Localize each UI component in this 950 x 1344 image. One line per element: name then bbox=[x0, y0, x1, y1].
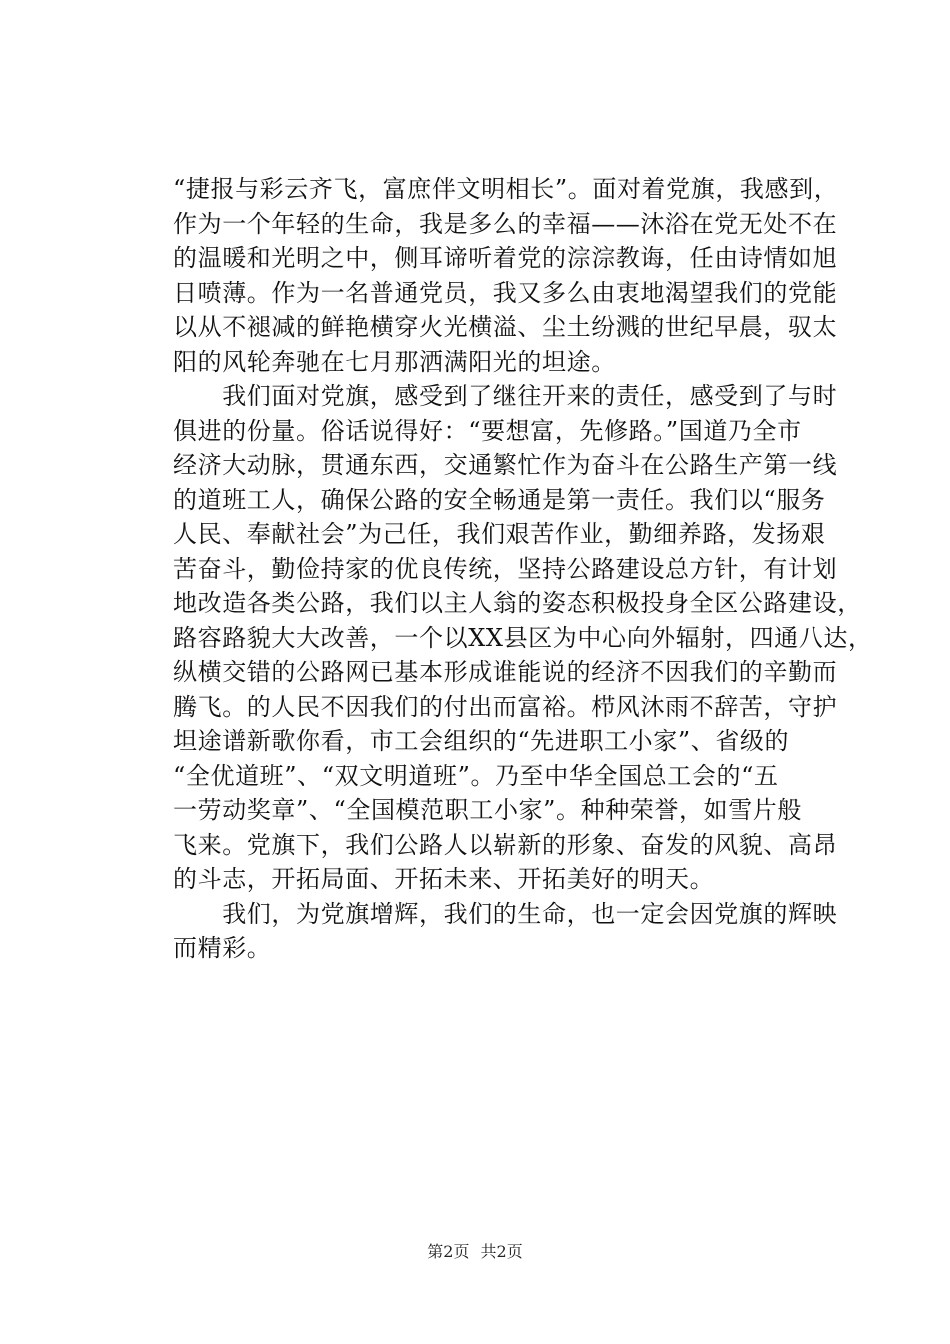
text-line: 的道班工人，确保公路的安全畅通是第一责任。我们以“服务 bbox=[173, 485, 826, 514]
text-line: 我们，为党旗增辉，我们的生命，也一定会因党旗的辉映 bbox=[173, 899, 838, 928]
text-line: 经济大动脉，贯通东西，交通繁忙作为奋斗在公路生产第一线 bbox=[173, 451, 838, 479]
text-line: 我们面对党旗，感受到了继往开来的责任，感受到了与时 bbox=[173, 382, 838, 410]
text-line: 地改造各类公路，我们以主人翁的姿态积极投身全区公路建设， bbox=[173, 589, 862, 617]
text-line: 腾飞。的人民不因我们的付出而富裕。栉风沐雨不辞苦，守护 bbox=[173, 692, 838, 721]
text-line: 一劳动奖章”、“全国模范职工小家”。种种荣誉，如雪片般 bbox=[173, 796, 803, 824]
text-line: 坦途谱新歌你看，市工会组织的“先进职工小家”、省级的 bbox=[173, 727, 790, 755]
text-line: 人民、奉献社会”为己任，我们艰苦作业，勤细养路，发扬艰 bbox=[173, 520, 826, 548]
page-number: 第2页 bbox=[427, 1242, 470, 1261]
text-line: 阳的风轮奔驰在七月那洒满阳光的坦途。 bbox=[173, 347, 616, 376]
text-line: 的温暖和光明之中，侧耳谛听着党的淙淙教诲，任由诗情如旭 bbox=[173, 244, 838, 272]
text-line: 而精彩。 bbox=[173, 934, 272, 962]
text-line: 日喷薄。作为一名普通党员，我又多么由衷地渴望我们的党能 bbox=[173, 278, 838, 307]
page-total: 共2页 bbox=[480, 1242, 523, 1261]
text-line: 作为一个年轻的生命，我是多么的幸福——沐浴在党无处不在 bbox=[173, 209, 838, 238]
text-line: 俱进的份量。俗话说得好：“要想富，先修路。”国道乃全市 bbox=[173, 416, 802, 445]
text-line: “全优道班”、“双文明道班”。乃至中华全国总工会的“五 bbox=[173, 761, 779, 790]
document-body bbox=[173, 172, 873, 966]
text-line: 路容路貌大大改善，一个以XX县区为中心向外辐射，四通八达， bbox=[173, 623, 873, 652]
text-line: “捷报与彩云齐飞，富庶伴文明相长”。面对着党旗，我感到， bbox=[173, 175, 839, 203]
page-footer bbox=[0, 1241, 950, 1263]
text-line: 苦奋斗，勤俭持家的优良传统，坚持公路建设总方针，有计划 bbox=[173, 554, 838, 583]
text-line: 以从不褪减的鲜艳横穿火光横溢、尘土纷溅的世纪早晨，驭太 bbox=[173, 313, 838, 341]
text-line: 飞来。党旗下，我们公路人以崭新的形象、奋发的风貌、高昂 bbox=[173, 830, 838, 859]
text-line: 纵横交错的公路网已基本形成谁能说的经济不因我们的辛勤而 bbox=[173, 658, 838, 686]
text-line: 的斗志，开拓局面、开拓未来、开拓美好的明天。 bbox=[173, 865, 715, 893]
